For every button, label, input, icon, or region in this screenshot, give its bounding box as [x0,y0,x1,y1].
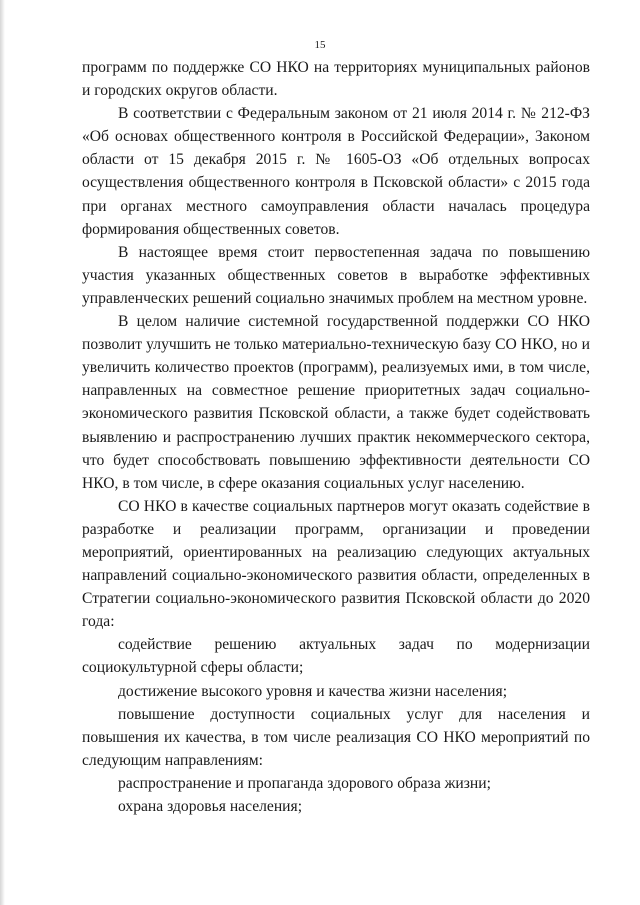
list-item-social-services: повышение доступности социальных услуг для населения и повышения их качества, в том числе реализация СО НКО мероприятий по следующим направлениям: [82,705,590,769]
list-item-modernization: содействие решению актуальных задач по модернизации социокультурной сферы области; [82,636,590,677]
paragraph-state-support: В целом наличие системной государственной поддержки СО НКО позволит улучшить не только материально-техническую базу СО НКО, но и увеличить количество проектов (программ), реализуемых ими, в том числе, направленных на совместное решение приоритетных задач социально-экономического развития Псковской области, а также будет содействовать выявлению и распространению лучших практик некоммерческого сектора, что будет способствовать повышению эффективности деятельности СО НКО, в том числе, в сфере оказания социальных услуг населению. [82,313,590,492]
paragraph-social-partners: СО НКО в качестве социальных партнеров могут оказать содействие в разработке и реализации программ, организации и проведении мероприятий, ориентированных на реализацию следующих актуальных направлений социально-экономического развития области, определенных в Стратегии социально-экономического развития Псковской области до 2020 года: [82,497,590,631]
paragraph-legal-basis: В соответствии с Федеральным законом от 21 июля 2014 г. № 212-ФЗ «Об основах общественного контроля в Российской Федерации», Законом области от 15 декабря 2015 г. № 1605-ОЗ «Об отдельных вопросах осуществления общественного контроля в Псковской области» с 2015 года при органах местного самоуправления области началась процедура формирования общественных советов. [82,105,590,238]
paragraph-continuation: программ по поддержке СО НКО на территориях муниципальных районов и городских округов области. [82,59,590,100]
list-item-quality-of-life: достижение высокого уровня и качества жизни населения; [118,682,508,700]
page-edge-shadow [0,0,5,905]
document-body [82,56,590,818]
list-item-health-protection: охрана здоровья населения; [118,798,303,815]
page-number: 15 [314,39,326,51]
paragraph-current-task: В настоящее время стоит первостепенная задача по повышению участия указанных общественных советов в выработке эффективных управленческих решений социально значимых проблем на местном уровне. [82,243,590,307]
list-item-healthy-lifestyle: распространение и пропаганда здорового образа жизни; [118,774,491,792]
